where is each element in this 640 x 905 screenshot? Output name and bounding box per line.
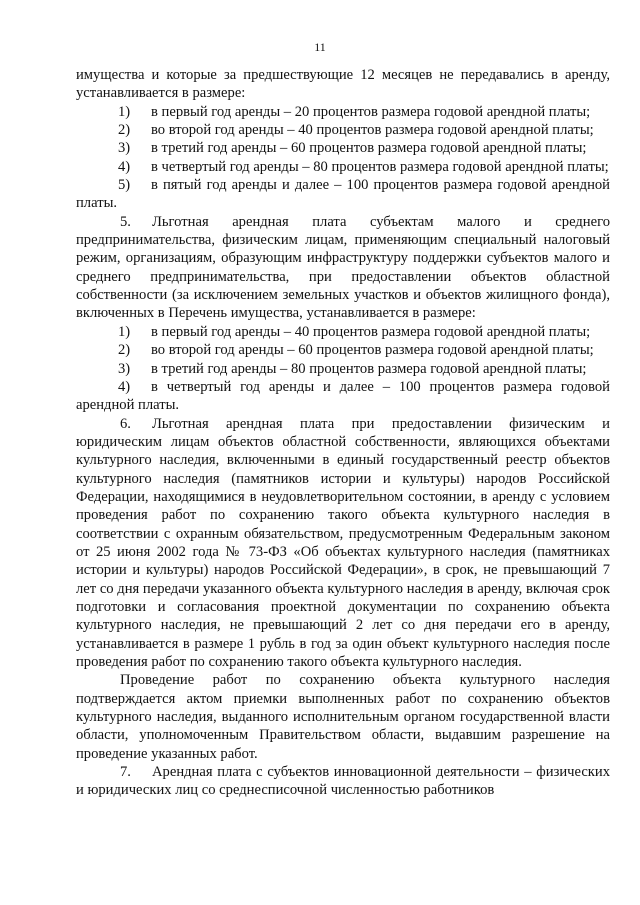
list-item-text: в пятый год аренды и далее – 100 процентов размера годовой арендной платы.: [76, 177, 610, 212]
numbered-paragraph-7: [76, 763, 610, 800]
list-item-number: 1): [118, 323, 131, 340]
list-item-number: 5): [118, 177, 131, 194]
list-item: [76, 139, 610, 157]
page-number: 11: [314, 40, 326, 54]
paragraph-text: Арендная плата с субъектов инновационной деятельности – физических и юридических лиц со среднесписочной численностью работников: [76, 764, 610, 799]
list-item: [76, 121, 610, 139]
list-item-number: 4): [118, 378, 131, 395]
list-item-number: 3): [118, 360, 131, 377]
numbered-paragraph-6: [76, 415, 610, 672]
list-item-number: 3): [118, 140, 131, 157]
list-item: [76, 360, 610, 378]
list-item-text: в третий год аренды – 80 процентов размера годовой арендной платы;: [151, 360, 587, 377]
list-item-text: в четвертый год аренды и далее – 100 процентов размера годовой арендной платы.: [76, 378, 610, 414]
paragraph-text: Льготная арендная плата при предоставлении физическим и юридическим лицам объектов областной собственности, являющихся объектами культурного наследия, включенными в единый государственный реестр объектов культурного наследия (памятников истории и культуры) народов Российской Федерации, находящимися в неудовлетворительном состоянии, в аренду с условием проведения работ по сохранению такого объекта культурного наследия в соответствии с охранным обязательством, предусмотренным Федеральным законом от 25 июня 2002 года № 73-ФЗ «Об объектах культурного наследия (памятниках истории и культуры) народов Российской Федерации», в срок, не превышающий 7 лет со дня передачи указанного объекта культурного наследия в аренду, включая срок подготовки и согласования проектной документации по сохранению объекта культурного наследия, не превышающий 2 лет со дня передачи его в аренду, устанавливается в размере 1 рубль в год за один объект культурного наследия после проведения работ по сохранению такого объекта культурного наследия.: [76, 415, 610, 670]
list-item: [76, 158, 610, 176]
list-item-text: во второй год аренды – 40 процентов размера годовой арендной платы;: [151, 122, 594, 139]
paragraph-number: 5.: [120, 213, 131, 230]
list-item-number: 4): [118, 158, 131, 175]
paragraph-number: 6.: [120, 415, 131, 432]
list-item: [76, 378, 610, 415]
paragraph-number: 7.: [120, 764, 131, 781]
list-item: [76, 176, 610, 213]
list-item: [76, 341, 610, 359]
numbered-paragraph-5: [76, 213, 610, 323]
document-body: [76, 66, 610, 800]
list-item-number: 2): [118, 342, 131, 359]
list-item-text: во второй год аренды – 60 процентов размера годовой арендной платы;: [151, 342, 594, 359]
list-item-text: в первый год аренды – 20 процентов размера годовой арендной платы;: [151, 103, 591, 120]
list-item-number: 2): [118, 122, 131, 139]
list-item: [76, 103, 610, 121]
paragraph-cultural-heritage-works: Проведение работ по сохранению объекта культурного наследия подтверждается актом приемки выполненных работ по сохранению объектов культурного наследия, выданного исполнительным органом государственной власти области, уполномоченным Правительством области, выдавшим разрешение на проведение указанных работ.: [76, 672, 610, 762]
paragraph-text: Льготная арендная плата субъектам малого и среднего предпринимательства, физическим лицам, применяющим специальный налоговый режим, организациям, образующим инфраструктуру поддержки субъектов малого и среднего предпринимательства, при предоставлении объектов областной собственности (за исключением земельных участков и объектов жилищного фонда), включенных в Перечень имущества, устанавливается в размере:: [76, 213, 610, 322]
list-item-number: 1): [118, 103, 131, 120]
paragraph-continuation: имущества и которые за предшествующие 12 месяцев не передавались в аренду, устанавливается в размере:: [76, 67, 610, 102]
list-item: [76, 323, 610, 341]
list-item-text: в третий год аренды – 60 процентов размера годовой арендной платы;: [151, 140, 587, 157]
list-item-text: в первый год аренды – 40 процентов размера годовой арендной платы;: [151, 323, 591, 340]
list-item-text: в четвертый год аренды – 80 процентов размера годовой арендной платы;: [151, 158, 609, 175]
